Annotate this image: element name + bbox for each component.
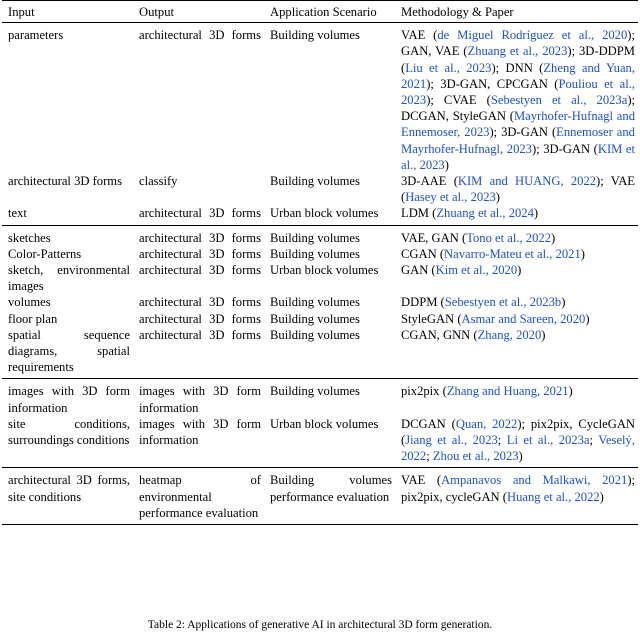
table-row [2,246,638,262]
citation-link[interactable]: Zhuang et al., 2023 [467,44,568,59]
cell-method [395,379,638,416]
table-row [2,294,638,310]
header-scenario: Application Scenario [264,1,395,23]
cell-scenario: Building volumes [264,225,395,246]
citation-link[interactable]: KIM et al., 2023 [401,141,635,172]
cell-method [395,416,638,468]
cell-input: sketches [2,225,133,246]
cell-output: classify [139,174,178,189]
method-text: ); 3D-GAN ( [489,125,557,140]
header-input: Input [2,1,133,23]
cell-input: Color-Patterns [8,246,82,261]
cell-input: site conditions, surroundings conditions [8,416,130,448]
table-row [2,23,638,173]
citation-link[interactable]: Navarro-Mateu et al., 2021 [444,246,581,261]
cell-method [395,23,638,173]
cell-input: images with 3D form information [2,379,133,416]
header-method: Methodology & Paper [395,1,638,23]
citation-link[interactable]: Huang et al., 2022 [506,489,600,504]
cell-scenario: Urban block volumes [270,416,379,431]
method-text: ) [585,311,590,326]
cell-input: floor plan [8,311,58,326]
method-text: StyleGAN ( [401,311,462,326]
table-row [2,379,638,416]
cell-output: architectural 3D forms [139,206,261,221]
cell-input: parameters [8,28,64,43]
method-text: ; [589,433,599,448]
cell-input: architectural 3D forms [8,174,122,189]
method-text: ; [426,449,433,464]
cell-scenario: Urban block volumes [270,263,379,278]
method-text: ); 3D-DDPM ( [401,44,635,75]
method-text: ) [533,206,539,221]
citation-link[interactable]: KIM and HUANG, 2022 [457,174,597,189]
cell-scenario: Building volumes [270,246,360,261]
method-text: pix2pix ( [401,384,447,399]
method-text: ) [518,449,523,464]
cell-scenario: Urban block volumes [270,206,379,221]
citation-link[interactable]: Zhang and Huang, 2021 [446,384,569,399]
citation-link[interactable]: Ennemoser and Mayrhofer-Hufnagl, 2023 [401,125,635,156]
cell-input: architectural 3D forms, site conditions [2,468,133,525]
cell-output: architectural 3D forms [133,225,264,246]
citation-link[interactable]: Zhuang et al., 2024 [436,206,534,221]
table-row [2,173,638,205]
cell-method [395,262,638,294]
cell-scenario: Building volumes performance evaluation [264,468,395,525]
method-text: VAE ( [401,28,438,43]
citation-link[interactable]: Hasey et al., 2023 [405,190,496,205]
header-output: Output [133,1,264,23]
citation-link[interactable]: Jiang et al., 2023 [405,433,498,448]
citation-link[interactable]: Zhang, 2020 [477,327,542,342]
cell-output: architectural 3D forms [139,246,261,261]
cell-input: text [8,206,27,221]
cell-method [395,205,638,225]
cell-output: heatmap of environmental performance evaluation [133,468,264,525]
method-text: ) [599,489,604,504]
method-text: ) [551,230,556,245]
method-text: 3D-AAE ( [401,174,458,189]
table-caption: Table 2: Applications of generative AI in architectural 3D form generation. [147,619,493,631]
table-row [2,311,638,327]
table-row [2,205,638,225]
row-group [2,23,638,225]
table-row [2,468,638,525]
cell-method [395,246,638,262]
method-text: ) [495,190,500,205]
cell-output: architectural 3D forms [139,327,261,342]
method-text: ) [561,295,566,310]
citation-link[interactable]: Zheng and Yuan, 2021 [401,60,636,91]
row-group [2,225,638,379]
method-text: ; [497,433,507,448]
method-text: ); DNN ( [491,60,544,75]
cell-input: sketch, environmental images [8,263,130,294]
method-text: DCGAN ( [401,416,456,431]
method-text: ); pix2pix, CycleGAN ( [401,416,636,448]
table-row [2,416,638,468]
table-row [2,262,638,294]
citation-link[interactable]: Zhou et al., 2023 [432,449,519,464]
cell-method [395,173,638,205]
cell-output: architectural 3D forms [139,295,261,310]
method-text: CGAN, GNN ( [401,327,478,342]
cell-method [395,327,638,379]
cell-input: volumes [8,295,51,310]
method-text: ); 3D-GAN, CPCGAN ( [426,76,559,91]
method-text: ) [517,263,522,278]
method-text: ); VAE ( [401,174,635,205]
citation-link[interactable]: Sebestyen et al., 2023b [444,295,562,310]
citation-link[interactable]: Veselý, 2022 [401,433,635,464]
citation-link[interactable]: Quan, 2022 [455,416,518,431]
citation-link[interactable]: Li et al., 2023a [506,433,590,448]
method-text: CGAN ( [401,246,445,261]
cell-method [395,311,638,327]
methods-table [2,0,638,525]
cell-scenario: Building volumes [270,174,360,189]
cell-output: images with 3D form information [133,379,264,416]
row-group [2,379,638,468]
method-text: ); DCGAN, StyleGAN ( [401,93,636,124]
cell-scenario: Building volumes [270,295,360,310]
method-text: ); GAN, VAE ( [401,28,635,59]
method-text: ) [444,157,449,172]
cell-method [395,225,638,246]
method-text: ) [568,384,573,399]
cell-scenario: Building volumes [270,327,360,342]
citation-link[interactable]: Liu et al., 2023 [405,60,492,75]
method-text: ); pix2pix, cycleGAN ( [401,473,636,504]
method-text: ); CVAE ( [426,93,491,108]
method-text: ) [541,327,546,342]
cell-scenario: Building volumes [270,311,360,326]
table-header [2,1,638,23]
citation-link[interactable]: Ampanavos and Malkawi, 2021 [441,473,628,488]
method-text: GAN ( [401,263,436,278]
method-text: DDPM ( [401,295,445,310]
citation-link[interactable]: Mayrhofer-Hufnagl and Ennemoser, 2023 [401,109,635,140]
cell-method [395,294,638,310]
method-text: LDM ( [401,206,437,221]
method-text: VAE ( [401,473,442,488]
method-text: VAE, GAN ( [401,230,467,245]
citation-link[interactable]: Sebestyen et al., 2023a [490,93,628,108]
cell-scenario: Building volumes [264,379,395,416]
table-row [2,225,638,246]
citation-link[interactable]: Pouliou et al., 2023 [401,76,635,108]
cell-scenario: Building volumes [270,28,360,43]
row-group [2,468,638,525]
cell-input: spatial sequence diagrams, spatial requirements [8,327,130,375]
method-text: ); 3D-GAN ( [531,141,598,156]
cell-output: images with 3D form information [139,416,261,448]
citation-link[interactable]: de Miguel Rodríguez et al., 2020 [437,28,628,43]
cell-method [395,468,638,525]
citation-link[interactable]: Kim et al., 2020 [435,263,518,278]
cell-output: architectural 3D forms [139,311,261,326]
method-text: ) [580,246,585,261]
cell-output: architectural 3D forms [139,263,261,278]
citation-link[interactable]: Asmar and Sareen, 2020 [461,311,586,326]
citation-link[interactable]: Tono et al., 2022 [466,230,551,245]
table-row [2,327,638,379]
cell-output: architectural 3D forms [139,28,261,43]
